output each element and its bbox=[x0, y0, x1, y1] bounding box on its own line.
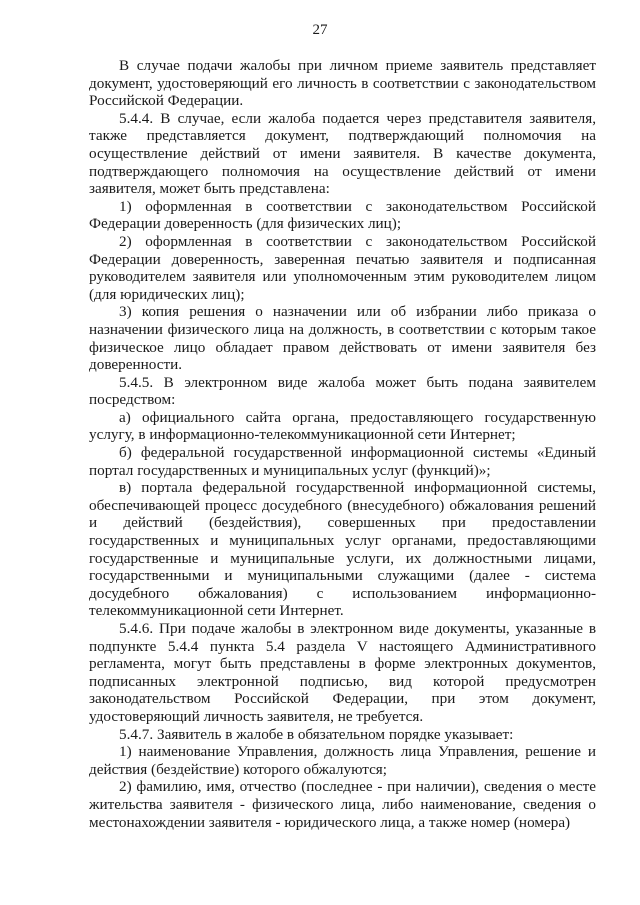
paragraph-5-4-4-item-3: 3) копия решения о назначении или об избрании либо приказа о назначении физического лица на должность, в соответствии с которым такое физическое лицо обладает правом действовать от имени заявителя без доверенности. bbox=[89, 303, 596, 374]
paragraph-5-4-7: 5.4.7. Заявитель в жалобе в обязательном порядке указывает: bbox=[119, 725, 514, 743]
paragraph-5-4-6: 5.4.6. При подаче жалобы в электронном виде документы, указанные в подпункте 5.4.4 пункта 5.4 раздела V настоящего Административного регламента, могут быть представлены в форме электронных документов, подписанных электронной подписью, вид которой предусмотрен законодательством Российской Федерации, при этом документ, удостоверяющий личность заявителя, не требуется. bbox=[89, 620, 596, 725]
paragraph-5-4-4: 5.4.4. В случае, если жалоба подается через представителя заявителя, также представляется документ, подтверждающий полномочия на осуществление действий от имени заявителя. В качестве документа, подтверждающего полномочия на осуществление действий от имени заявителя, может быть представлена: bbox=[89, 109, 596, 198]
paragraph-personal-visit: В случае подачи жалобы при личном приеме заявитель представляет документ, удостоверяющий его личность в соответствии с законодательством Российской Федерации. bbox=[89, 57, 596, 110]
paragraph-5-4-5-item-v: в) портала федеральной государственной информационной системы, обеспечивающей процесс досудебного (внесудебного) обжалования решений и действий (бездействия), совершенных при предоставлении государственных и муниципальных услуг органами, предоставляющими государственные и муниципальные услуги, их должностными лицами, государственными и муниципальными служащими (далее - система досудебного обжалования) с использованием информационно-телекоммуникационной сети Интернет. bbox=[89, 479, 596, 620]
paragraph-5-4-5-item-a: а) официального сайта органа, предоставляющего государственную услугу, в информационно-телекоммуникационной сети Интернет; bbox=[89, 408, 596, 444]
paragraph-5-4-5-item-b: б) федеральной государственной информационной системы «Единый портал государственных и муниципальных услуг (функций)»; bbox=[89, 444, 596, 479]
page-number: 27 bbox=[312, 22, 328, 38]
paragraph-5-4-7-item-1: 1) наименование Управления, должность лица Управления, решение и действия (бездействие) которого обжалуются; bbox=[89, 743, 596, 778]
paragraph-5-4-4-item-2: 2) оформленная в соответствии с законодательством Российской Федерации доверенность, заверенная печатью заявителя и подписанная руководителем заявителя или уполномоченным этим руководителем лицом (для юридических лиц); bbox=[89, 232, 596, 303]
paragraph-5-4-7-item-2: 2) фамилию, имя, отчество (последнее - при наличии), сведения о месте жительства заявителя - физического лица, либо наименование, сведения о местонахождении заявителя - юридического лица, а также номер (номера) bbox=[89, 778, 596, 831]
document-body bbox=[89, 57, 596, 831]
paragraph-5-4-5: 5.4.5. В электронном виде жалоба может быть подана заявителем посредством: bbox=[89, 373, 596, 409]
paragraph-5-4-4-item-1: 1) оформленная в соответствии с законодательством Российской Федерации доверенность (для физических лиц); bbox=[89, 197, 596, 233]
